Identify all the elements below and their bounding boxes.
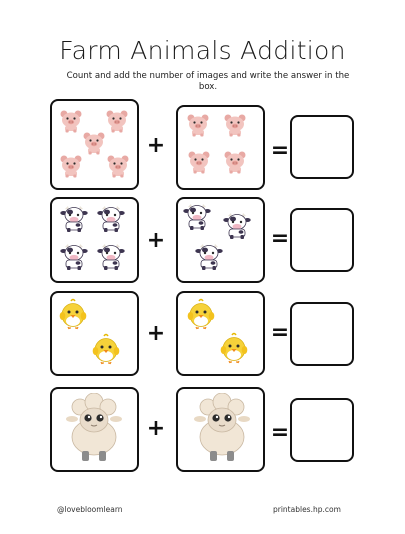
sheep-icon (192, 393, 252, 463)
cow-icon (59, 242, 89, 272)
cow-icon (59, 204, 89, 234)
chick-icon (219, 332, 249, 364)
answer-box-row-3[interactable] (290, 302, 354, 366)
equals-sign-row-3: = (270, 320, 290, 345)
pig-icon (81, 130, 107, 156)
plus-sign-row-2: + (146, 228, 166, 253)
cow-icon (194, 242, 224, 272)
pig-icon (58, 153, 84, 179)
sheep-icon (64, 393, 124, 463)
plus-sign-row-3: + (146, 321, 166, 346)
chick-icon (58, 298, 88, 330)
footer-right-site: printables.hp.com (273, 505, 341, 514)
answer-box-row-1[interactable] (290, 115, 354, 179)
pig-icon (185, 112, 211, 138)
cow-icon (96, 204, 126, 234)
chick-icon (186, 298, 216, 330)
chick-icon (91, 333, 121, 365)
cow-icon (182, 202, 212, 232)
plus-sign-row-4: + (146, 416, 166, 441)
equals-sign-row-1: = (270, 138, 290, 163)
cow-icon (222, 211, 252, 241)
answer-box-row-2[interactable] (290, 208, 354, 272)
answer-box-row-4[interactable] (290, 398, 354, 462)
pig-icon (105, 153, 131, 179)
pig-icon (186, 149, 212, 175)
pig-icon (104, 108, 130, 134)
pig-icon (222, 149, 248, 175)
cow-icon (96, 242, 126, 272)
equals-sign-row-2: = (270, 226, 290, 251)
pig-icon (222, 112, 248, 138)
plus-sign-row-1: + (146, 133, 166, 158)
instructions: Count and add the number of images and write the answer in the box. (66, 71, 350, 92)
page-title: Farm Animals Addition (59, 36, 346, 65)
footer-left-handle: @lovebloomlearn (57, 505, 123, 514)
equals-sign-row-4: = (270, 420, 290, 445)
